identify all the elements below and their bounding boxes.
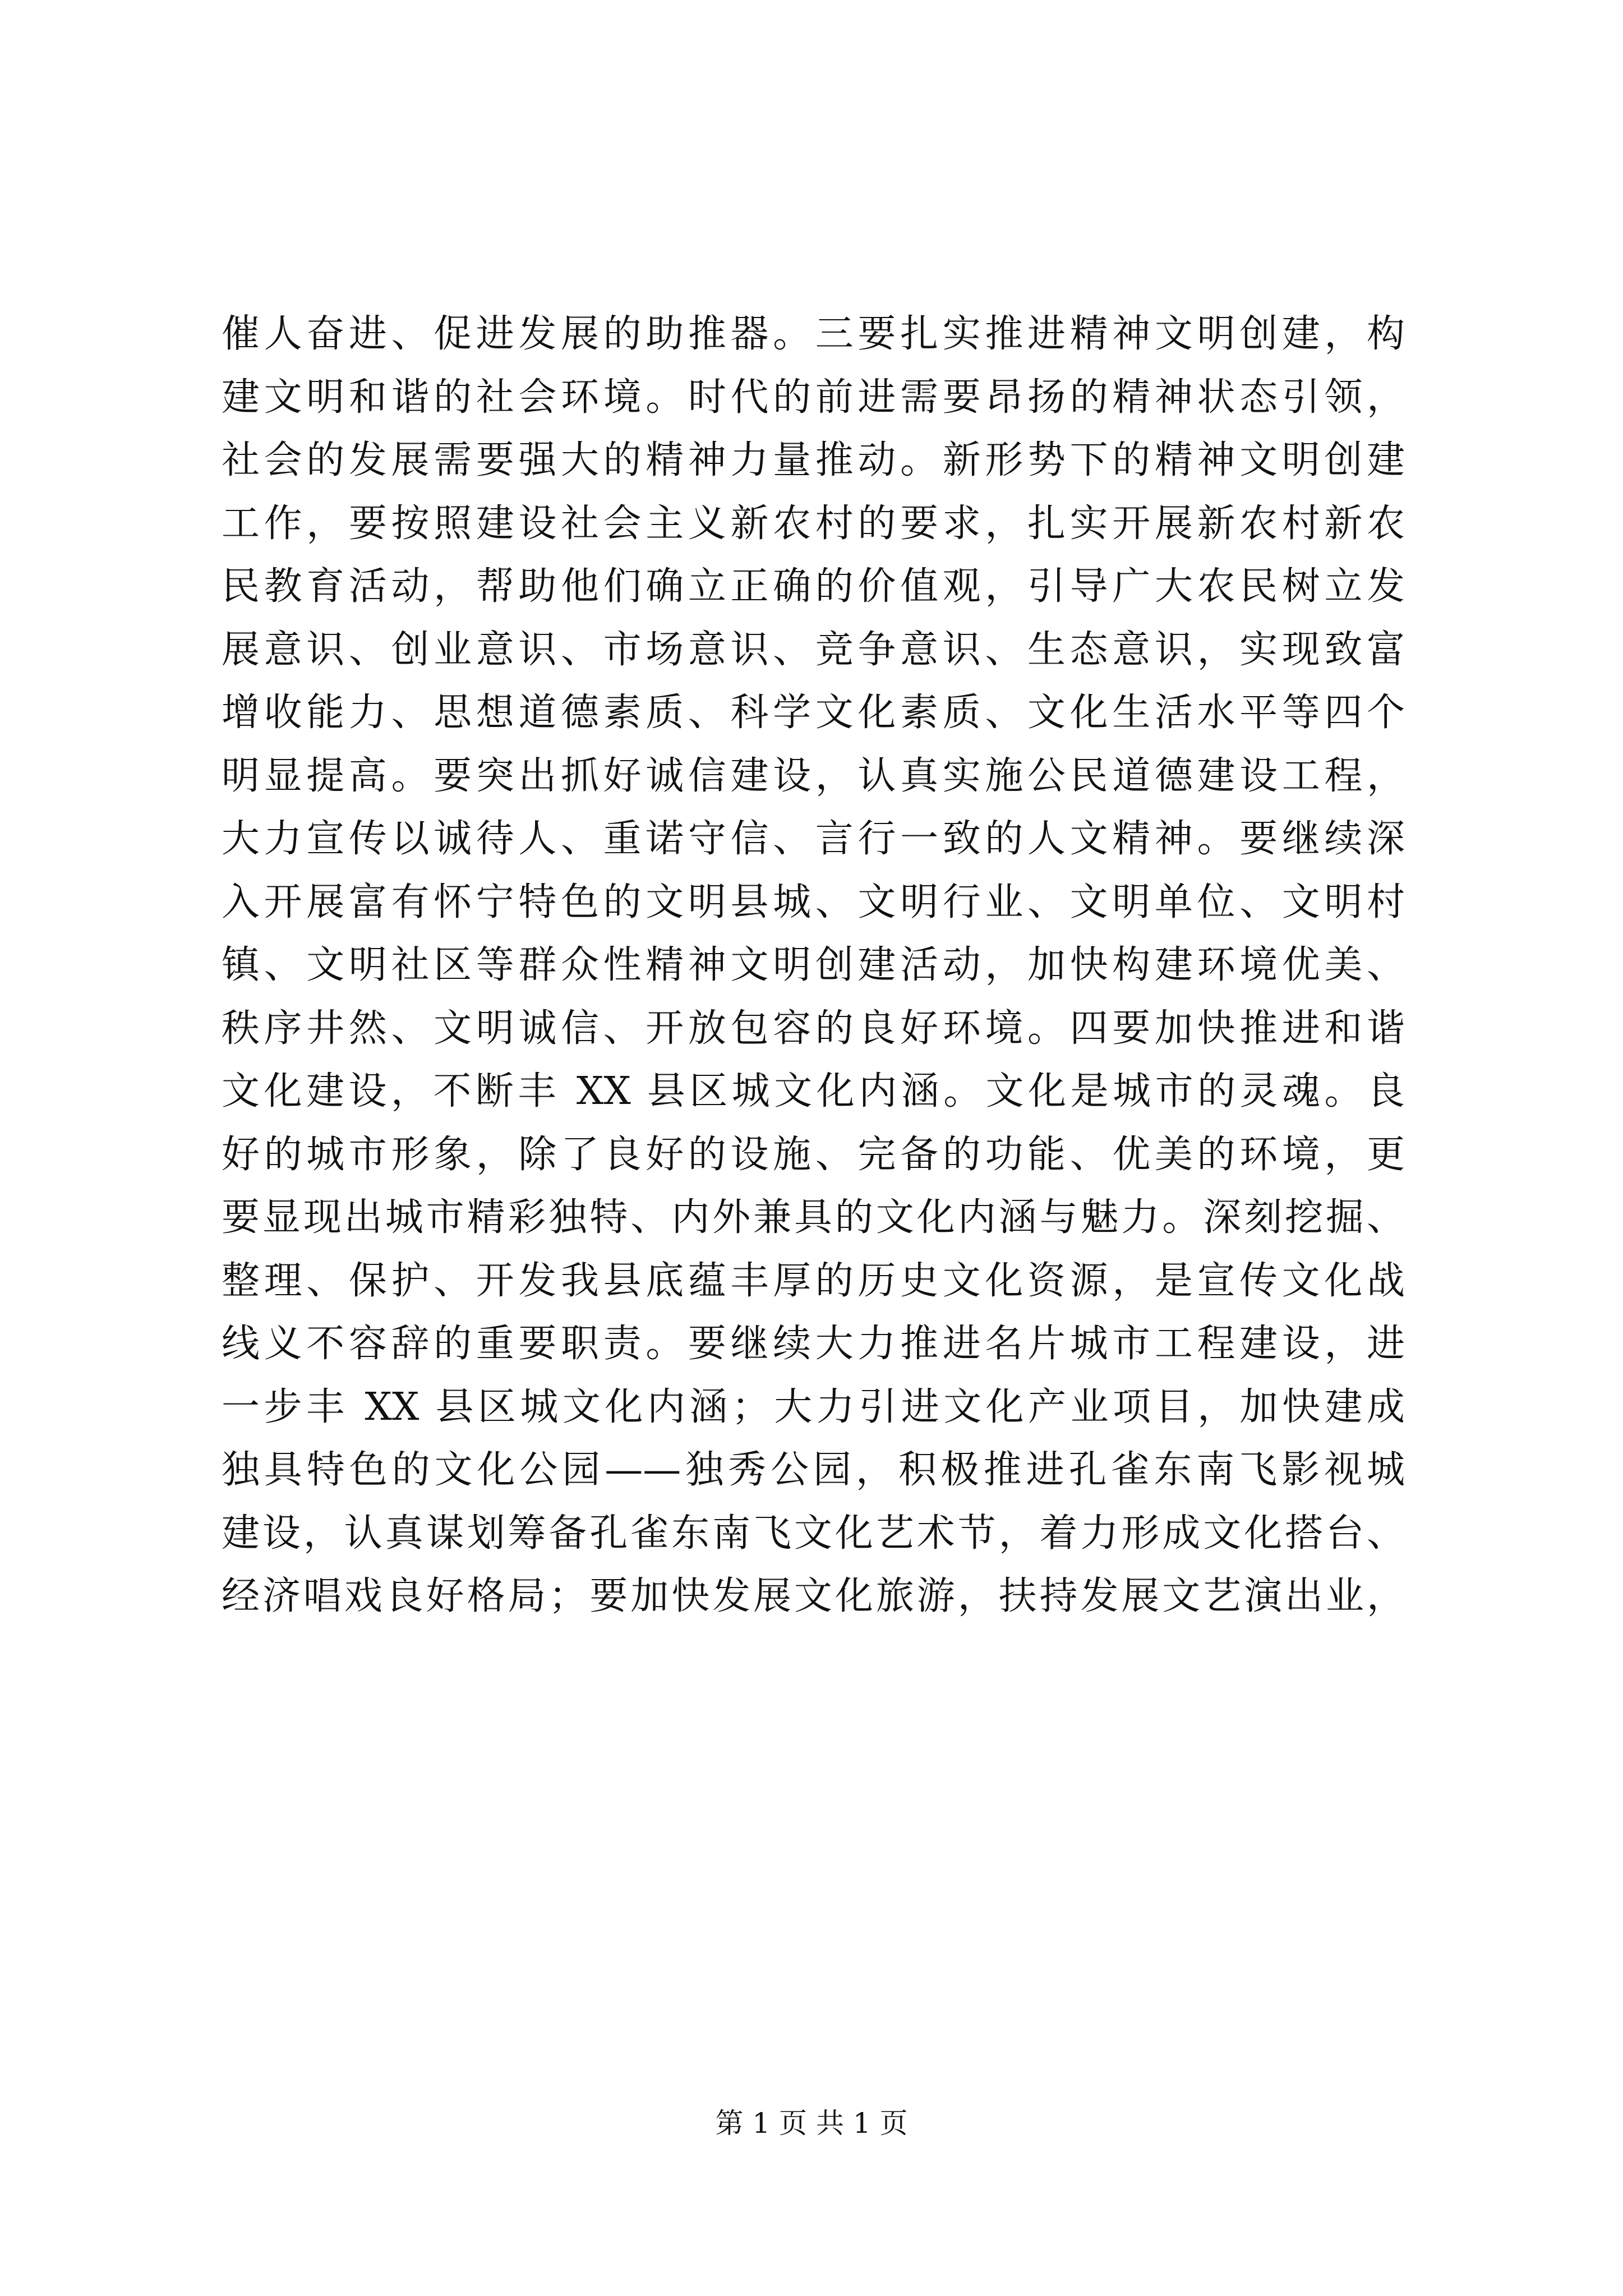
text-line: 民教育活动，帮助他们确立正确的价值观，引导广大农民树立发 — [222, 564, 1405, 609]
text-line: 整理、保护、开发我县底蕴丰厚的历史文化资源，是宣传文化战 — [222, 1258, 1405, 1303]
text-line: 独具特色的文化公园——独秀公园，积极推进孔雀东南飞影视城 — [222, 1448, 1405, 1492]
text-line: 经济唱戏良好格局；要加快发展文化旅游，扶持发展文艺演出业， — [222, 1574, 1405, 1618]
text-line: 秩序井然、文明诚信、开放包容的良好环境。四要加快推进和谐 — [222, 1006, 1405, 1051]
text-line: 大力宣传以诚待人、重诺守信、言行一致的人文精神。要继续深 — [222, 817, 1405, 861]
text-line: 工作，要按照建设社会主义新农村的要求，扎实开展新农村新农 — [222, 501, 1405, 546]
text-line: 明显提高。要突出抓好诚信建设，认真实施公民道德建设工程， — [222, 753, 1405, 798]
text-line: 入开展富有怀宁特色的文明县城、文明行业、文明单位、文明村 — [222, 880, 1405, 924]
text-line: 一步丰 XX 县区城文化内涵；大力引进文化产业项目，加快建成 — [222, 1384, 1405, 1429]
text-line: 镇、文明社区等群众性精神文明创建活动，加快构建环境优美、 — [222, 943, 1405, 987]
text-line: 要显现出城市精彩独特、内外兼具的文化内涵与魅力。深刻挖掘、 — [222, 1195, 1405, 1240]
text-line: 社会的发展需要强大的精神力量推动。新形势下的精神文明创建 — [222, 438, 1405, 482]
body-text — [222, 303, 1405, 1628]
text-line: 好的城市形象，除了良好的设施、完备的功能、优美的环境，更 — [222, 1132, 1405, 1177]
text-line: 展意识、创业意识、市场意识、竞争意识、生态意识，实现致富 — [222, 627, 1405, 672]
text-line: 建设，认真谋划筹备孔雀东南飞文化艺术节，着力形成文化搭台、 — [222, 1511, 1405, 1556]
page-footer: 第 1 页 共 1 页 — [715, 2107, 908, 2139]
text-line: 建文明和谐的社会环境。时代的前进需要昂扬的精神状态引领， — [222, 375, 1405, 420]
text-line: 线义不容辞的重要职责。要继续大力推进名片城市工程建设，进 — [222, 1322, 1405, 1366]
text-line: 催人奋进、促进发展的助推器。三要扎实推进精神文明创建，构 — [222, 312, 1405, 356]
text-line: 文化建设，不断丰 XX 县区城文化内涵。文化是城市的灵魂。良 — [222, 1069, 1405, 1114]
text-line: 增收能力、思想道德素质、科学文化素质、文化生活水平等四个 — [222, 691, 1405, 735]
